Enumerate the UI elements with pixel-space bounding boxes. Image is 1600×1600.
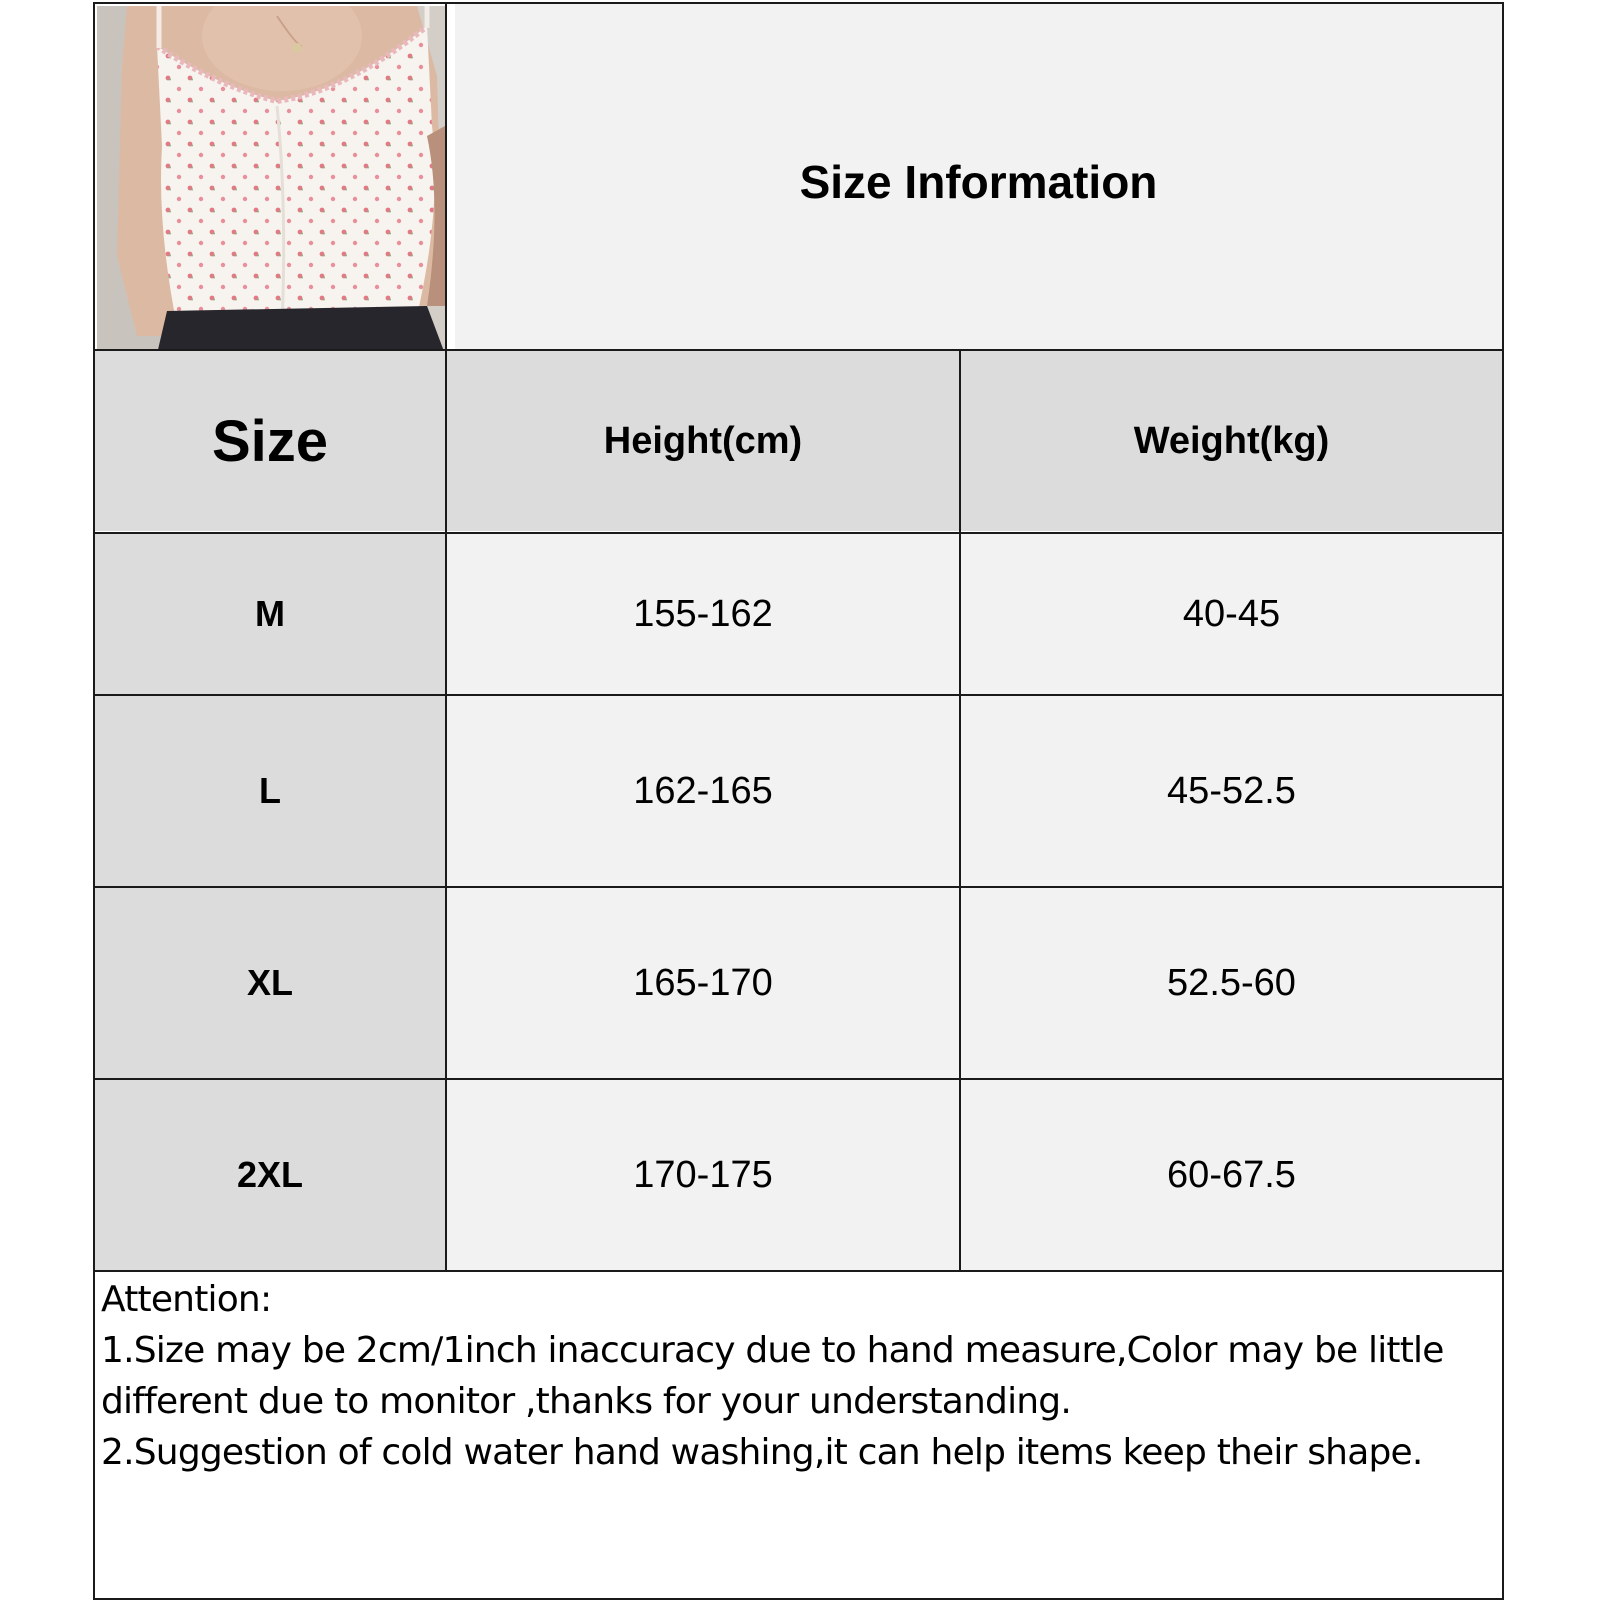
cami-top-illustration [97,6,445,354]
size-column-header: Size [95,351,445,531]
weight-value: 60-67.5 [961,1080,1502,1270]
height-column-header: Height(cm) [447,351,959,531]
attention-notes [101,1274,1481,1478]
column-divider [445,349,447,1272]
weight-value: 45-52.5 [961,696,1502,886]
height-value: 170-175 [447,1080,959,1270]
note-line: 1.Size may be 2cm/1inch inaccuracy due to hand measure,Color may be little [101,1330,1444,1371]
size-label: 2XL [95,1080,445,1270]
notes-heading: Attention: [101,1279,272,1320]
product-photo [97,6,445,354]
height-value: 155-162 [447,534,959,694]
note-line: different due to monitor ,thanks for your understanding. [101,1381,1072,1422]
weight-value: 52.5-60 [961,888,1502,1078]
weight-column-header: Weight(kg) [961,351,1502,531]
row-divider [95,1270,1502,1272]
note-line: 2.Suggestion of cold water hand washing,it can help items keep their shape. [101,1432,1423,1473]
size-label: M [95,534,445,694]
size-label: XL [95,888,445,1078]
size-chart [93,2,1504,1600]
height-value: 165-170 [447,888,959,1078]
weight-value: 40-45 [961,534,1502,694]
column-divider [959,349,961,1272]
photo-divider [445,4,447,351]
size-label: L [95,696,445,886]
page-title: Size Information [455,4,1502,359]
height-value: 162-165 [447,696,959,886]
